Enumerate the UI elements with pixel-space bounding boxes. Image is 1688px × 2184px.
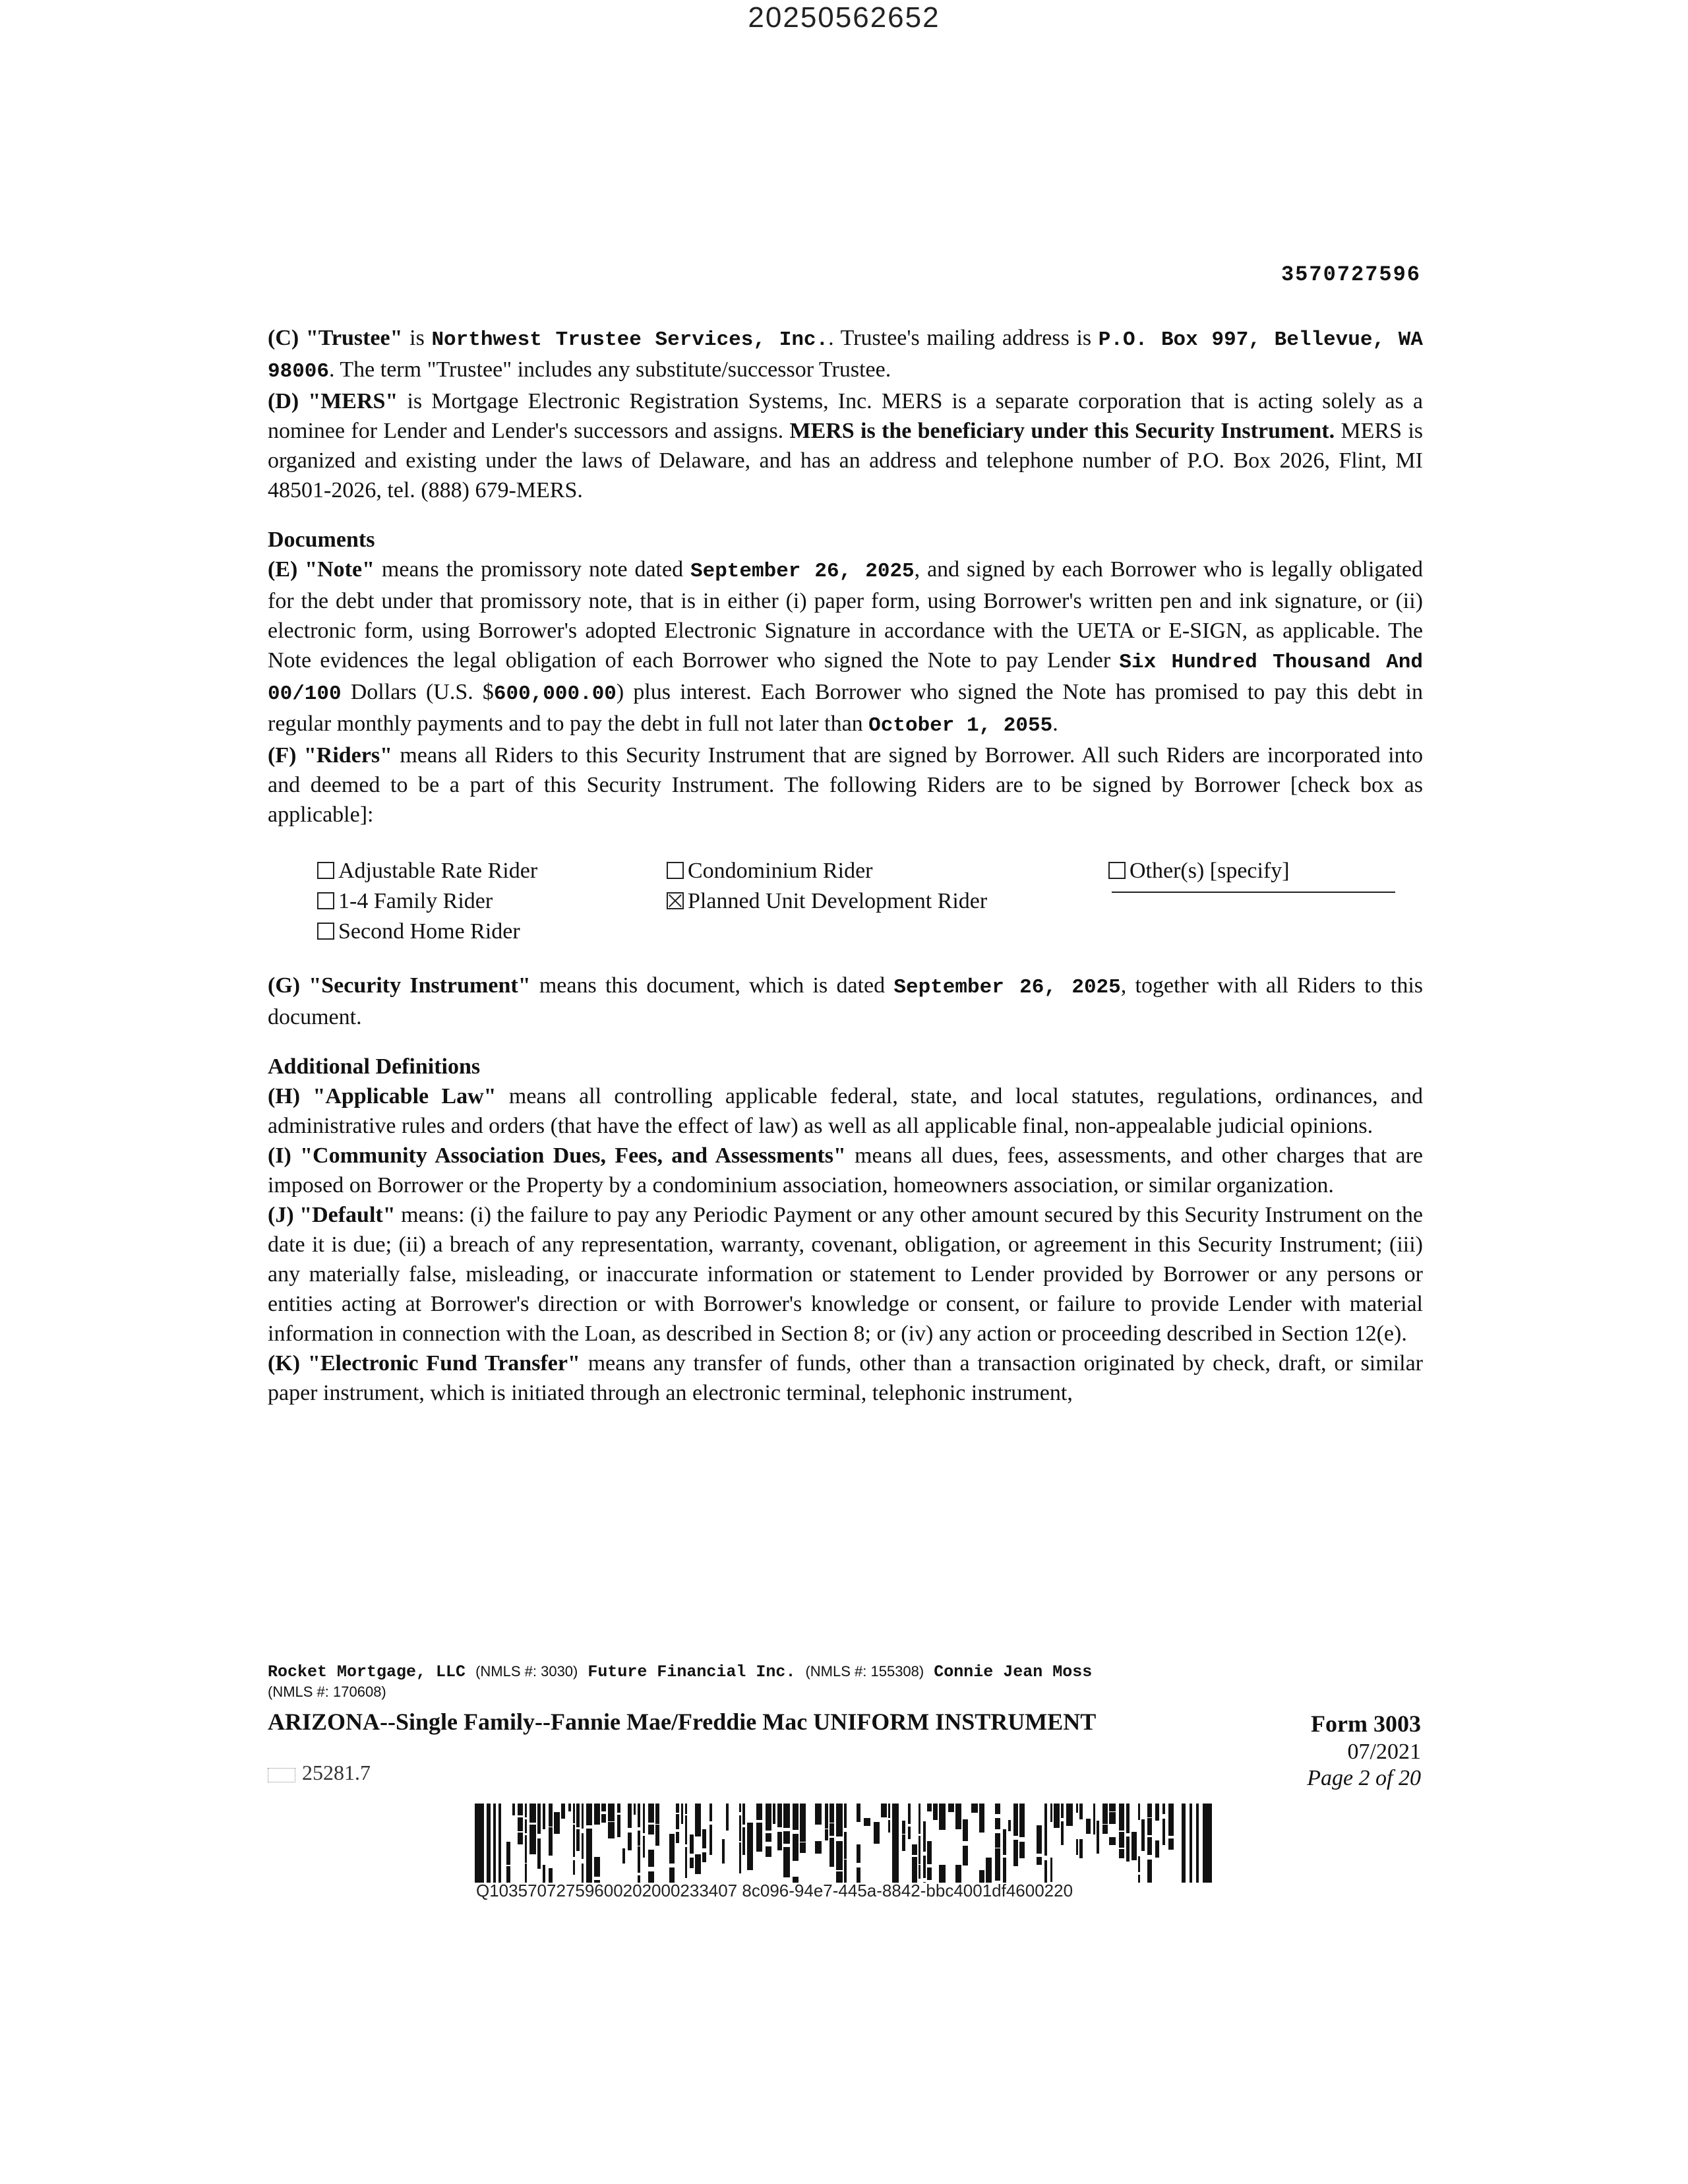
definition-h: (H) "Applicable Law" means all controlling applicable federal, state, and local statutes, regulations, ordinances, and administrative rules and orders (that have the effect of law) as well as all applicable final, non-appealable judicial opinions. — [268, 1084, 1424, 1138]
barcode — [475, 1804, 1213, 1883]
page-indicator: Page 2 of 20 — [1307, 1766, 1421, 1790]
lender-footer: Rocket Mortgage, LLC (NMLS #: 3030) Future Financial Inc. (NMLS #: 155308) Connie Jean Moss (NMLS #: 170608) — [268, 1662, 1093, 1700]
rider-second-home[interactable]: Second Home Rider — [317, 917, 520, 946]
definition-k: (K) "Electronic Fund Transfer" means any transfer of funds, other than a transaction originated by check, draft, or similar paper instrument, which is initiated through an electronic terminal, telephonic instrument, — [268, 1351, 1424, 1405]
definition-j: (J) "Default" means: (i) the failure to pay any Periodic Payment or any other amount secured by this Security Instrument on the date it is due; (ii) a breach of any representation, warranty, covenant, obligation, or agreement in this Security Instrument; (iii) any materially false, misleading, or inaccurate information or statement to Lender provided by Borrower or any persons or entities acting at Borrower's direction or with Borrower's knowledge or consent, or failure to provide Lender with material information in connection with the Loan, as described in Section 8; or (iv) any action or proceeding described in Section 12(e). — [268, 1203, 1423, 1346]
definition-i: (I) "Community Association Dues, Fees, and Assessments" means all dues, fees, assessments, and other charges that are imposed on Borrower or the Property by a condominium association, homeowners association, or similar organization. — [268, 1143, 1424, 1198]
additional-definitions-heading: Additional Definitions — [268, 1054, 481, 1079]
definition-f: (F) "Riders" means all Riders to this Security Instrument that are signed by Borrower. All such Riders are incorporated into and deemed to be a part of this Security Instrument. The following Riders are to be signed by Borrower [check box as applicable]: — [268, 743, 1423, 827]
instrument-date: September 26, 2025 — [893, 976, 1121, 999]
definition-d: (D) "MERS" is Mortgage Electronic Registration Systems, Inc. MERS is a separate corporation that is acting solely as a nominee for Lender and Lender's successors and assigns. MERS is the beneficiary under this Security Instrument. MERS is organized and existing under the laws of Delaware, and has an address and telephone number of P.O. Box 2026, Flint, MI 48501-2026, tel. (888) 679-MERS. — [268, 389, 1424, 502]
rider-planned-unit-development[interactable]: Planned Unit Development Rider — [667, 886, 987, 916]
barcode-caption: Q10357072759600202000233407 8c096-94e7-445a-8842-bbc4001df4600220 — [476, 1881, 1073, 1900]
definition-c: (C) "Trustee" is Northwest Trustee Services, Inc.. Trustee's mailing address is P.O. Box 997, Bellevue, WA 98006. The term "Trustee" includes any substitute/successor Trustee. — [268, 326, 1423, 383]
checkbox-icon[interactable] — [317, 862, 334, 879]
rider-1-4-family[interactable]: 1-4 Family Rider — [317, 886, 493, 916]
rider-other[interactable]: Other(s) [specify] — [1108, 856, 1290, 886]
checked-checkbox-icon[interactable] — [667, 892, 684, 909]
loan-number: 3570727596 — [1281, 262, 1421, 287]
form-title: ARIZONA--Single Family--Fannie Mae/Freddie Mac UNIFORM INSTRUMENT — [268, 1709, 1097, 1735]
note-date: September 26, 2025 — [690, 560, 915, 583]
document-body — [268, 323, 1423, 1408]
form-code: 25281.7 — [268, 1761, 371, 1785]
rider-adjustable-rate[interactable]: Adjustable Rate Rider — [317, 856, 537, 886]
rider-condominium[interactable]: Condominium Rider — [667, 856, 873, 886]
form-date: 07/2021 — [1347, 1740, 1421, 1764]
form-number: Form 3003 — [1311, 1711, 1421, 1737]
other-specify-line[interactable] — [1112, 892, 1395, 893]
form-logo-icon — [268, 1768, 295, 1782]
definition-e: (E) "Note" means the promissory note dated September 26, 2025, and signed by each Borrower who is legally obligated for the debt under that promissory note, that is in either (i) paper form, using Borrower's written pen and ink signature, or (ii) electronic form, using Borrower's adopted Electronic Signature in accordance with the UETA or E-SIGN, as applicable. The Note evidences the legal obligation of each Borrower who signed the Note to pay Lender Six Hundred Thousand And 00/100 Dollars (U.S. $600,000.00) plus interest. Each Borrower who signed the Note has promised to pay this debt in regular monthly payments and to pay the debt in full not later than October 1, 2055. — [268, 557, 1424, 737]
trustee-address: P.O. Box 997, Bellevue, WA 98006 — [268, 328, 1423, 383]
riders-checklist — [268, 852, 1423, 951]
maturity-date: October 1, 2055 — [868, 714, 1053, 737]
documents-heading: Documents — [268, 528, 375, 552]
loan-amount: 600,000.00 — [493, 682, 617, 706]
recording-number: 20250562652 — [748, 1, 940, 34]
checkbox-icon[interactable] — [317, 892, 334, 909]
checkbox-icon[interactable] — [1108, 862, 1126, 879]
checkbox-icon[interactable] — [667, 862, 684, 879]
loan-amount-words: Six Hundred Thousand And 00/100 — [268, 651, 1423, 706]
trustee-name: Northwest Trustee Services, Inc. — [431, 328, 829, 351]
definition-g: (G) "Security Instrument" means this document, which is dated September 26, 2025, together with all Riders to this document. — [268, 973, 1424, 1029]
checkbox-icon[interactable] — [317, 923, 334, 940]
